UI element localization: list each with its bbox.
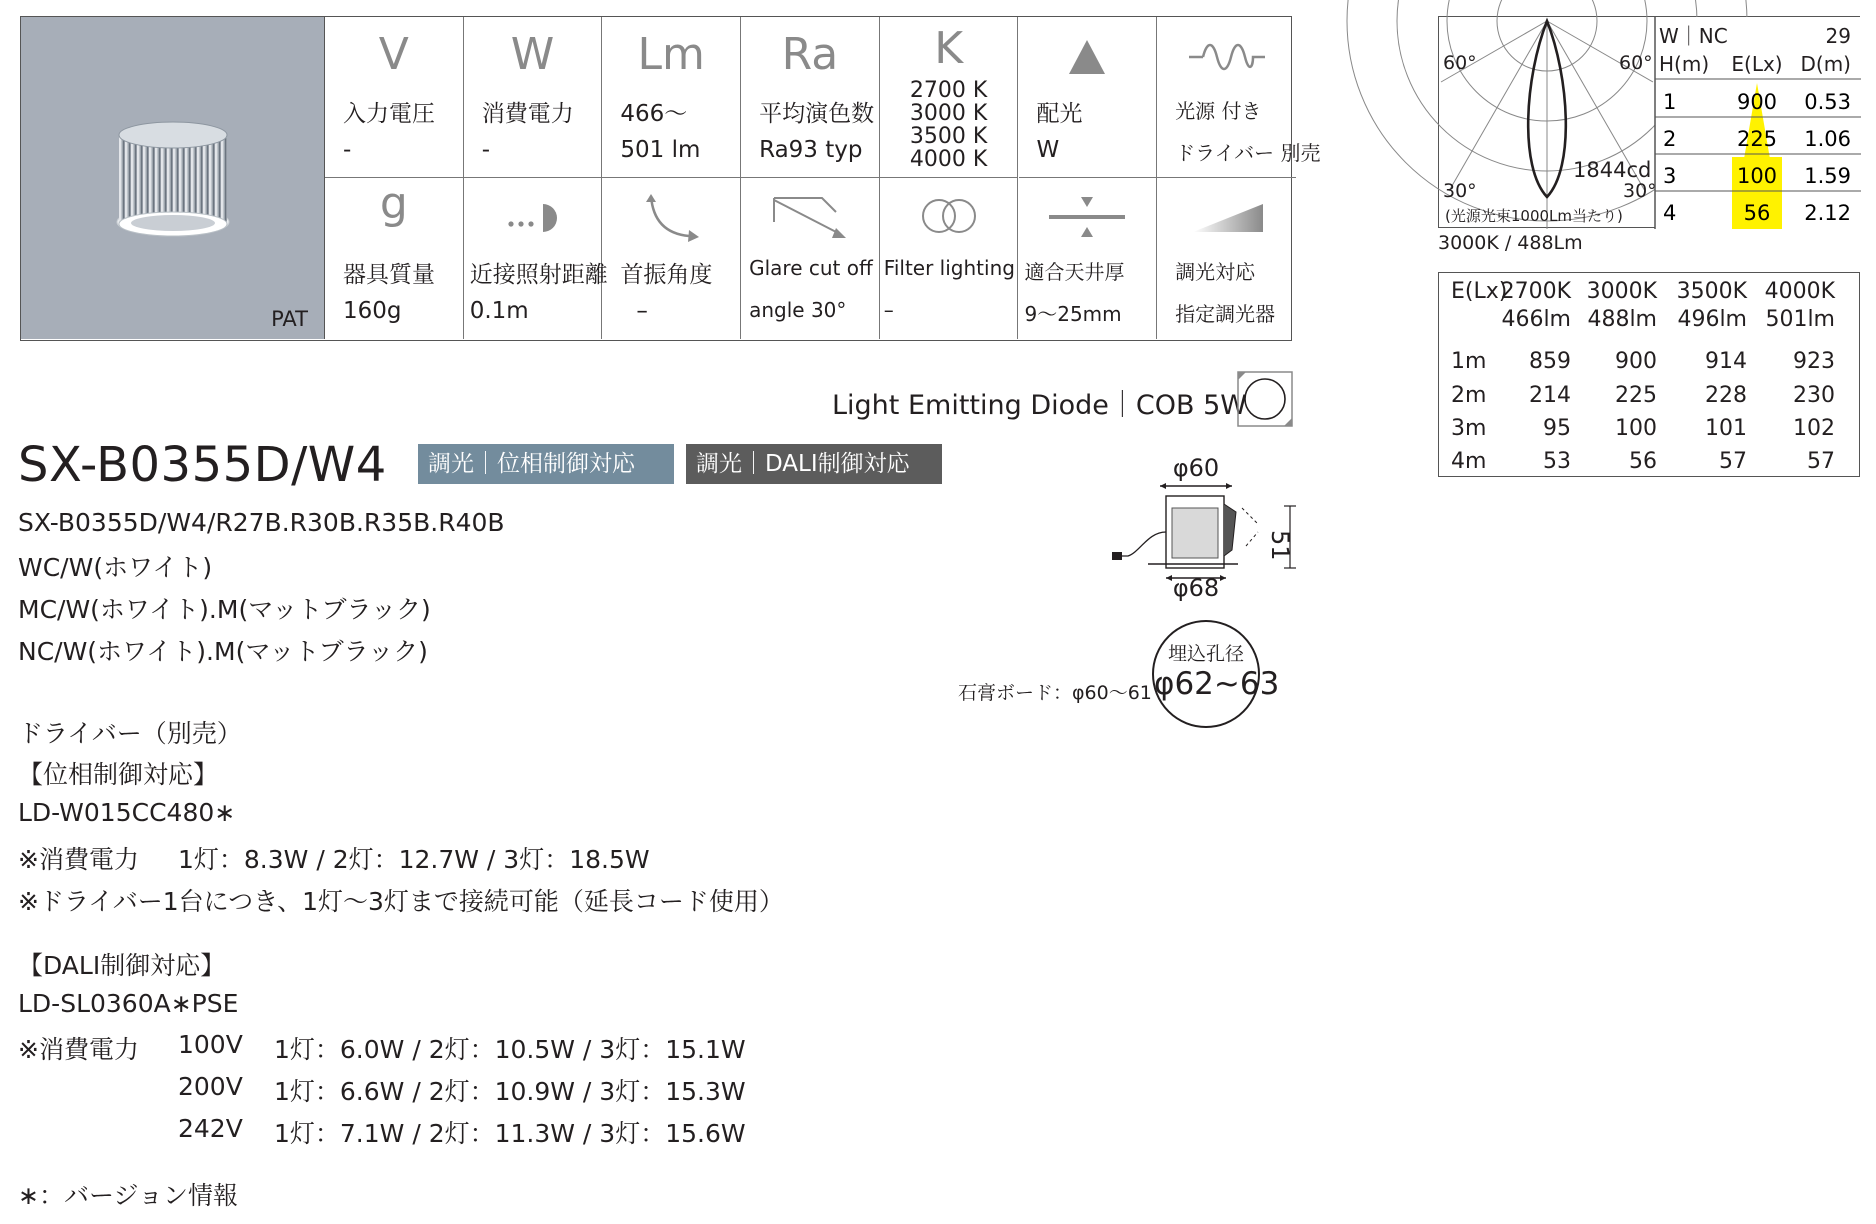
polar-row-h: 4 bbox=[1663, 201, 1677, 225]
spec-cell-ra bbox=[741, 17, 880, 178]
distance-icon bbox=[464, 192, 602, 244]
polar-row-d: 1.06 bbox=[1804, 127, 1851, 151]
lux-cell: 57 bbox=[1807, 449, 1835, 474]
ra-label: 平均演色数 bbox=[759, 101, 875, 127]
dali-volt: 200V bbox=[178, 1072, 243, 1101]
polar-chart bbox=[1439, 17, 1861, 229]
polar-header-top-value: 29 bbox=[1825, 24, 1851, 48]
cutout-value: φ62~63 bbox=[1154, 666, 1280, 702]
spec-cell-lumen bbox=[602, 17, 741, 178]
pat-label: PAT bbox=[271, 307, 308, 331]
cutout-title: 埋込孔径 bbox=[1167, 643, 1244, 665]
downlight-image bbox=[21, 17, 325, 339]
dali-volt: 242V bbox=[178, 1114, 243, 1143]
phase-model: LD-W015CC480∗ bbox=[18, 798, 236, 827]
distribution-label: 配光 bbox=[1036, 101, 1083, 127]
dali-power-label: ※消費電力 bbox=[18, 1035, 139, 1064]
spec-cell-filter bbox=[880, 178, 1019, 339]
tilt-label: 首振角度 bbox=[620, 262, 713, 288]
distance-value: 0.1m bbox=[469, 298, 529, 324]
tilt-arrow-icon bbox=[602, 192, 740, 244]
variant-nc: NC/W(ホワイト).M(マットブラック) bbox=[18, 637, 428, 666]
badge-dali-dimming: 調光｜DALI制御対応 bbox=[686, 444, 942, 484]
voltage-symbol: V bbox=[378, 29, 409, 80]
dali-title: 【DALI制御対応】 bbox=[18, 951, 226, 980]
lux-cell: 100 bbox=[1615, 416, 1657, 441]
driver-title: ドライバー（別売） bbox=[18, 719, 242, 748]
lux-header-e: E(Lx) bbox=[1451, 279, 1508, 304]
source-label: 光源 付き bbox=[1175, 99, 1262, 123]
polar-row-e: 56 bbox=[1743, 201, 1771, 225]
spec-cell-ceiling bbox=[1019, 178, 1158, 339]
polar-angle-right-bottom: 30° bbox=[1623, 180, 1657, 202]
polar-row-e: 225 bbox=[1736, 127, 1778, 151]
product-photo bbox=[21, 17, 325, 339]
ceiling-value: 9～25mm bbox=[1024, 302, 1122, 326]
polar-row-e: 100 bbox=[1736, 164, 1778, 188]
polar-row-d: 2.12 bbox=[1804, 201, 1851, 225]
ra-symbol: Ra bbox=[781, 29, 839, 80]
polar-row-e: 900 bbox=[1736, 90, 1778, 114]
spec-cell-glare bbox=[741, 178, 880, 339]
dali-model: LD-SL0360A∗PSE bbox=[18, 989, 239, 1018]
lux-cell: 230 bbox=[1793, 383, 1835, 408]
spec-cell-weight bbox=[325, 178, 464, 339]
polar-row-h: 3 bbox=[1663, 164, 1677, 188]
power-symbol: W bbox=[510, 29, 555, 80]
wave-icon bbox=[1157, 31, 1296, 83]
polar-row-d: 0.53 bbox=[1804, 90, 1851, 114]
polar-note: (光源光束1000Lm当たり) bbox=[1445, 207, 1623, 225]
lux-cell: 101 bbox=[1705, 416, 1747, 441]
polar-angle-right-top: 60° bbox=[1619, 52, 1653, 74]
dimension-drawing bbox=[1108, 446, 1298, 602]
lux-cell: 923 bbox=[1793, 349, 1835, 374]
lux-cell: 53 bbox=[1543, 449, 1571, 474]
voltage-label: 入力電圧 bbox=[343, 101, 435, 127]
kelvin-3500: 3500 K bbox=[909, 124, 988, 149]
dali-volt: 100V bbox=[178, 1030, 243, 1059]
badge-phase-dimming: 調光｜位相制御対応 bbox=[418, 444, 674, 484]
weight-symbol: g bbox=[379, 178, 408, 229]
kelvin-4000: 4000 K bbox=[909, 147, 988, 172]
ceiling-icon bbox=[1019, 192, 1157, 244]
lux-cell: 900 bbox=[1615, 349, 1657, 374]
lux-cell: 102 bbox=[1793, 416, 1835, 441]
lux-header-4000: 4000K bbox=[1764, 279, 1835, 304]
phase-power-label: ※消費電力 bbox=[18, 845, 139, 874]
kelvin-3000: 3000 K bbox=[909, 101, 988, 126]
lux-cell: 3m bbox=[1451, 416, 1487, 441]
weight-value: 160g bbox=[343, 298, 402, 324]
polar-angle-left-bottom: 30° bbox=[1443, 180, 1477, 202]
lumen-label: 466～ bbox=[620, 101, 688, 127]
spec-cell-distribution bbox=[1019, 17, 1158, 178]
polar-header-h: H(m) bbox=[1659, 52, 1710, 76]
filter-label: Filter lighting bbox=[883, 256, 1015, 280]
dimming-icon bbox=[1157, 192, 1296, 244]
polar-header-d: D(m) bbox=[1800, 52, 1851, 76]
power-label: 消費電力 bbox=[481, 101, 574, 127]
source-value: ドライバー 別売 bbox=[1175, 141, 1321, 165]
lux-header-2700: 2700K bbox=[1500, 279, 1571, 304]
model-title: SX-B0355D/W4 bbox=[18, 437, 387, 493]
dimming-label: 調光対応 bbox=[1175, 260, 1256, 284]
dim-top: φ60 bbox=[1172, 454, 1220, 482]
polar-row-h: 2 bbox=[1663, 127, 1677, 151]
variant-model: SX-B0355D/W4/R27B.R30B.R35B.R40B bbox=[18, 508, 505, 537]
ceiling-label: 適合天井厚 bbox=[1024, 260, 1125, 284]
cutout-diameter bbox=[1152, 620, 1280, 728]
glare-icon bbox=[741, 192, 879, 244]
distribution-value: W bbox=[1036, 137, 1060, 163]
lux-header-3500: 3500K bbox=[1676, 279, 1747, 304]
glare-value: angle 30° bbox=[749, 298, 847, 322]
polar-angle-left-top: 60° bbox=[1443, 52, 1477, 74]
dali-power: 1灯：6.0W / 2灯：10.5W / 3灯：15.1W bbox=[274, 1035, 746, 1064]
version-footnote: ∗：バージョン情報 bbox=[18, 1181, 238, 1210]
polar-peak: 1844cd bbox=[1573, 158, 1652, 182]
illuminance-table bbox=[1438, 272, 1860, 477]
polar-caption: 3000K / 488Lm bbox=[1438, 232, 1583, 254]
polar-diagram bbox=[1438, 16, 1860, 228]
kelvin-2700: 2700 K bbox=[909, 78, 988, 103]
lumen-symbol: Lm bbox=[637, 29, 705, 80]
power-value: - bbox=[481, 137, 490, 163]
lux-header-3000: 3000K bbox=[1586, 279, 1657, 304]
spec-table bbox=[20, 16, 1321, 341]
dali-power: 1灯：6.6W / 2灯：10.9W / 3灯：15.3W bbox=[274, 1077, 746, 1106]
lux-cell: 1m bbox=[1451, 349, 1487, 374]
triangle-icon bbox=[1019, 31, 1157, 83]
lux-cell: 214 bbox=[1529, 383, 1571, 408]
phase-power: 1灯：8.3W / 2灯：12.7W / 3灯：18.5W bbox=[178, 845, 650, 874]
polar-header-e: E(Lx) bbox=[1731, 52, 1783, 76]
lux-lumen-3500: 496lm bbox=[1677, 307, 1747, 332]
lux-cell: 228 bbox=[1705, 383, 1747, 408]
lux-cell: 859 bbox=[1529, 349, 1571, 374]
lux-cell: 2m bbox=[1451, 383, 1487, 408]
spec-cell-voltage bbox=[325, 17, 464, 178]
filter-icon bbox=[880, 192, 1018, 244]
tilt-value: – bbox=[636, 298, 648, 324]
lux-cell: 225 bbox=[1615, 383, 1657, 408]
polar-header-top: W｜NC bbox=[1659, 24, 1728, 48]
lux-cell: 4m bbox=[1451, 449, 1487, 474]
led-description: Light Emitting Diode｜COB 5W bbox=[832, 390, 1247, 421]
spec-cell-dimming bbox=[1157, 178, 1296, 339]
kelvin-symbol: K bbox=[934, 23, 964, 74]
voltage-value: - bbox=[343, 137, 352, 163]
dim-bottom: φ68 bbox=[1172, 574, 1220, 602]
lumen-value: 501 lm bbox=[620, 137, 701, 163]
lux-lumen-2700: 466lm bbox=[1501, 307, 1571, 332]
phase-note: ※ドライバー1台につき、1灯～3灯まで接続可能（延長コード使用） bbox=[18, 887, 784, 916]
lux-cell: 56 bbox=[1629, 449, 1657, 474]
gypsum-board-label: 石膏ボード：φ60～61 bbox=[958, 682, 1152, 704]
ra-value: Ra93 typ bbox=[759, 137, 863, 163]
polar-row-h: 1 bbox=[1663, 90, 1677, 114]
cob-icon bbox=[1236, 370, 1294, 428]
lux-lumen-3000: 488lm bbox=[1587, 307, 1657, 332]
dali-power: 1灯：7.1W / 2灯：11.3W / 3灯：15.6W bbox=[274, 1119, 746, 1148]
weight-label: 器具質量 bbox=[343, 262, 435, 288]
lux-cell: 95 bbox=[1543, 416, 1571, 441]
spec-cell-tilt bbox=[602, 178, 741, 339]
lux-cell: 57 bbox=[1719, 449, 1747, 474]
spec-cell-source bbox=[1157, 17, 1321, 178]
distance-label: 近接照射距離 bbox=[469, 262, 608, 288]
spec-cell-distance bbox=[464, 178, 608, 339]
variant-mc: MC/W(ホワイト).M(マットブラック) bbox=[18, 595, 431, 624]
dimming-value: 指定調光器 bbox=[1175, 302, 1276, 326]
variant-wc: WC/W(ホワイト) bbox=[18, 553, 213, 582]
polar-row-d: 1.59 bbox=[1804, 164, 1851, 188]
lux-cell: 914 bbox=[1705, 349, 1747, 374]
spec-cell-power bbox=[464, 17, 603, 178]
glare-label: Glare cut off bbox=[749, 256, 873, 280]
kelvin-values bbox=[880, 79, 1018, 171]
lux-lumen-4000: 501lm bbox=[1765, 307, 1835, 332]
dim-height: 51 bbox=[1266, 530, 1294, 561]
phase-title: 【位相制御対応】 bbox=[18, 760, 219, 789]
spec-cell-kelvin bbox=[880, 17, 1019, 178]
filter-value: – bbox=[883, 298, 894, 322]
